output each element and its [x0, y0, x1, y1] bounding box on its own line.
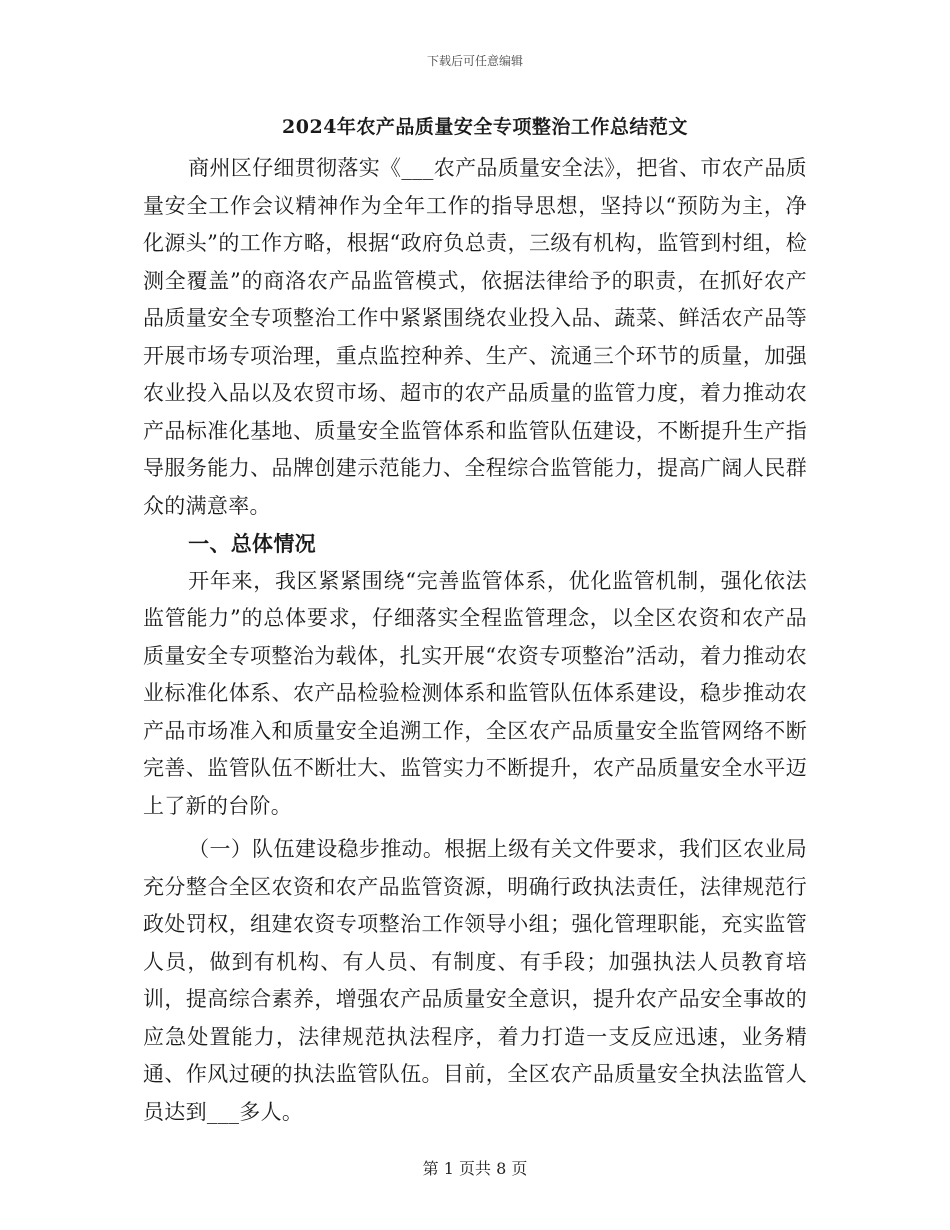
team-building-paragraph: （一）队伍建设稳步推动。根据上级有关文件要求，我们区农业局充分整合全区农资和农产品监管资源，明确行政执法责任，法律规范行政处罚权，组建农资专项整治工作领导小组；强化管理职能，充实监管人员，做到有机构、有人员、有制度、有手段；加强执法人员教育培训，提高综合素养，增强农产品质量安全意识，提升农产品安全事故的应急处置能力，法律规范执法程序，着力打造一支反应迅速，业务精通、作风过硬的执法监管队伍。目前，全区农产品质量安全执法监管人员达到___多人。	[143, 837, 807, 1124]
intro-paragraph: 商州区仔细贯彻落实《___农产品质量安全法》，把省、市农产品质量安全工作会议精神作为全年工作的指导思想，坚持以“预防为主，净化源头”的工作方略，根据“政府负总责，三级有机构，监管到村组，检测全覆盖”的商洛农产品监管模式，依据法律给予的职责，在抓好农产品质量安全专项整治工作中紧紧围绕农业投入品、蔬菜、鲜活农产品等开展市场专项治理，重点监控种养、生产、流通三个环节的质量，加强农业投入品以及农贸市场、超市的农产品质量的监管力度，着力推动农产品标准化基地、质量安全监管体系和监管队伍建设，不断提升生产指导服务能力、品牌创建示范能力、全程综合监管能力，提高广阔人民群众的满意率。	[143, 156, 807, 518]
page-footer-number: 第 1 页共 8 页	[422, 1159, 528, 1178]
document-body	[143, 150, 807, 1131]
document-title: 2024年农产品质量安全专项整治工作总结范文	[282, 116, 688, 138]
overview-paragraph: 开年来，我区紧紧围绕“完善监管体系，优化监管机制，强化依法监管能力”的总体要求，仔细落实全程监管理念，以全区农资和农产品质量安全专项整治为载体，扎实开展“农资专项整治”活动，着力推动农业标准化体系、农产品检验检测体系和监管队伍体系建设，稳步推动农产品市场准入和质量安全追溯工作，全区农产品质量安全监管网络不断完善、监管队伍不断壮大、监管实力不断提升，农产品质量安全水平迈上了新的台阶。	[143, 568, 807, 818]
page-header-note: 下载后可任意编辑	[426, 54, 523, 68]
section-heading-overview: 一、总体情况	[188, 531, 316, 556]
